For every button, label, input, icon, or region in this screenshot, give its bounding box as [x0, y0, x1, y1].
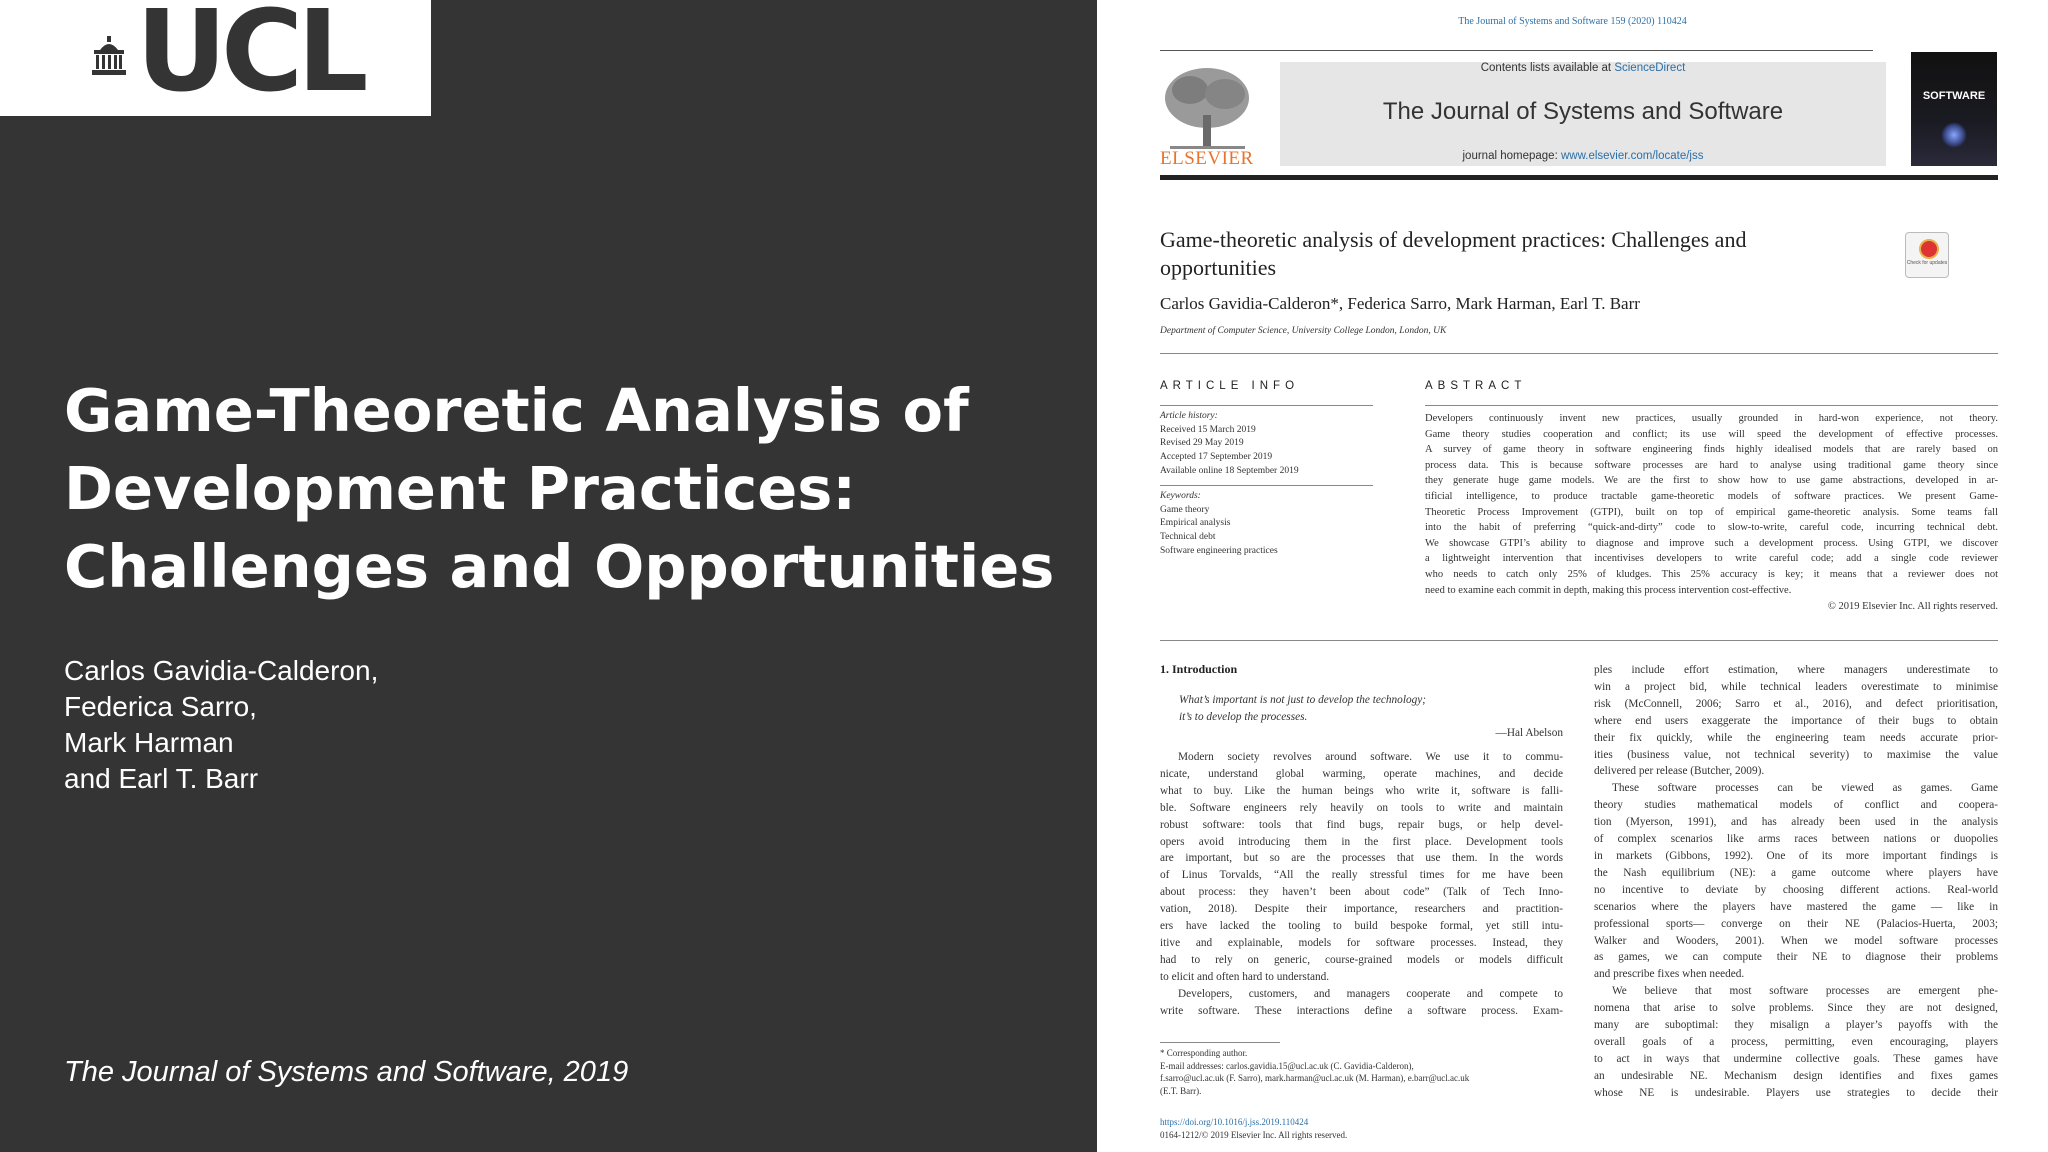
body-line: Modern society revolves around software. We use it to commu- [1178, 751, 1563, 763]
body-line: Developers, customers, and managers cooperate and compete to [1178, 987, 1563, 1000]
body-line: theory studies mathematical models of conflict and coopera- [1594, 799, 1998, 812]
footnote-rule [1160, 1042, 1280, 1043]
header-rule [1160, 50, 1873, 51]
footnote-line: * Corresponding author. [1160, 1048, 1248, 1058]
issn-line: 0164-1212/© 2019 Elsevier Inc. All rights reserved. [1160, 1130, 1348, 1140]
homepage-line [1280, 150, 1886, 162]
epigraph [1179, 692, 1426, 726]
footnote [1160, 1047, 1563, 1097]
abstract-line: Theoretic Process Improvement (GTPI), built on top of empirical game-theoretic analysis. Some teams fall [1425, 506, 1998, 518]
keyword-item: Empirical analysis [1160, 518, 1231, 529]
keyword-item: Game theory [1160, 504, 1210, 515]
body-line: an undesirable NE. Mechanism design identifies and fixes games [1594, 1069, 1998, 1082]
author-line: Federica Sarro, [64, 691, 257, 722]
body-line: of Linus Torvalds, “All the really stressful times for me have been [1160, 869, 1563, 882]
body-line: tion (Myerson, 1991), and has already been used in the analysis [1594, 816, 1998, 829]
doi-link[interactable]: https://doi.org/10.1016/j.jss.2019.110424 [1160, 1117, 1309, 1127]
epigraph-attribution: —Hal Abelson [1495, 727, 1563, 739]
abstract-line: A survey of game theory in software engineering finds highly idealised models that are rarely based on [1425, 444, 1998, 456]
paper-title-line: Game-theoretic analysis of development practices: Challenges and [1160, 227, 1747, 252]
slide-title-line: Development Practices: [64, 454, 856, 523]
cover-figure [1941, 122, 1967, 148]
body-line: vation, 2018). Despite their importance, researchers and practition- [1160, 903, 1563, 916]
body-line: their fix quickly, while the engineering team needs accurate prior- [1594, 731, 1998, 744]
footnote-line: E-mail addresses: carlos.gavidia.15@ucl.ac.uk (C. Gavidia-Calderon), [1160, 1060, 1414, 1071]
body-line: about process: they haven’t been about code” (Talk of Tech Inno- [1160, 886, 1563, 899]
epigraph-line: What’s important is not just to develop the technology; [1179, 694, 1427, 706]
keywords-label: Keywords: [1160, 491, 1201, 501]
body-line: delivered per release (Butcher, 2009). [1594, 765, 1765, 778]
body-left-column [1160, 749, 1563, 1020]
body-line: nicate, understand global warming, operate machines, and decide [1160, 767, 1563, 780]
body-line: robust software: tools that find bugs, repair bugs, or help devel- [1160, 818, 1563, 831]
cover-title: SOFTWARE [1922, 90, 1986, 102]
keywords-rule [1160, 485, 1373, 486]
body-line: had to rely on generic, course-grained models or models difficult [1160, 953, 1563, 966]
body-line: ities (business value, not technical severity) to maximise the value [1594, 748, 1998, 761]
keyword-item: Software engineering practices [1160, 545, 1278, 556]
abstract-line: who needs to catch only 25% of kludges. This 25% accuracy is key; it means that a reviewer does not [1425, 568, 1998, 580]
slide-title [64, 372, 1064, 606]
article-history [1160, 410, 1299, 479]
abstract-line: Game theory studies cooperation and conflict; its use will speed the development of effective processes. [1425, 428, 1998, 440]
ucl-wordmark: UCL [136, 0, 363, 117]
abstract-line: process data. This is because software processes are hard to analyse using traditional game theory since [1425, 459, 1998, 471]
body-line: ers have lacked the tooling to build bespoke formal, yet still intu- [1160, 920, 1563, 933]
body-line: We believe that most software processes are emergent phe- [1612, 985, 1998, 998]
body-line: to act in ways that undermine collective goals. These games have [1594, 1052, 1998, 1065]
body-line: in markets (Gibbons, 1992). One of its more important findings is [1594, 849, 1998, 862]
keyword-item: Technical debt [1160, 532, 1216, 543]
ucl-logo [0, 0, 431, 116]
history-item: Revised 29 May 2019 [1160, 438, 1244, 449]
footnote-line: f.sarro@ucl.ac.uk (F. Sarro), mark.harman@ucl.ac.uk (M. Harman), e.barr@ucl.ac.uk [1160, 1073, 1470, 1083]
body-line: scenarios where the players have mastered the game — like in [1594, 900, 1998, 913]
contents-line [1280, 62, 1886, 74]
sciencedirect-link[interactable]: ScienceDirect [1614, 62, 1686, 74]
body-line: itive and explainable, models for software processes. Instead, they [1160, 936, 1563, 949]
body-line: professional sports— converge on their NE (Palacios-Huerta, 2003; [1594, 917, 1998, 930]
body-line: where end users exaggerate the importance of their bugs to obtain [1594, 714, 1998, 727]
crossmark-badge[interactable] [1905, 232, 1949, 278]
publisher-name: ELSEVIER [1160, 148, 1254, 169]
body-line: to elicit and often hard to understand. [1160, 970, 1330, 983]
slide-authors [64, 653, 378, 797]
crossmark-label: Check for updates [1906, 260, 1948, 266]
history-item: Accepted 17 September 2019 [1160, 452, 1273, 463]
article-info-heading: ARTICLE INFO [1160, 380, 1300, 392]
abstract-line: into the habit of preferring “quick-and-dirty” code to slow-to-write, careful code, incurring technical debt. [1425, 522, 1998, 534]
contents-prefix: Contents lists available at [1480, 62, 1615, 74]
paper-authors: Carlos Gavidia-Calderon*, Federica Sarro, Mark Harman, Earl T. Barr [1160, 294, 1640, 313]
abstract-line: need to examine each commit in depth, making this process intervention cost-effective. [1425, 584, 1792, 596]
copyright: © 2019 Elsevier Inc. All rights reserved. [1827, 601, 1998, 612]
body-top-rule [1160, 640, 1998, 641]
body-right-column [1594, 662, 1998, 1102]
body-line: win a project bid, while technical leaders overestimate to minimise [1594, 680, 1998, 693]
crossmark-icon [1919, 239, 1939, 259]
section-heading-introduction: 1. Introduction [1160, 662, 1238, 676]
body-line: and prescribe fixes when needed. [1594, 968, 1745, 981]
abstract-body [1425, 411, 1998, 598]
body-line: risk (McConnell, 2006; Sarro et al., 2016), and defect prioritisation, [1594, 697, 1998, 710]
history-label: Article history: [1160, 411, 1218, 421]
history-item: Available online 18 September 2019 [1160, 465, 1299, 476]
body-line: ples include effort estimation, where managers underestimate to [1594, 664, 1998, 676]
abstract-line: a lightweight intervention that incentivises developers to write careful code; add a single code reviewer [1425, 553, 1998, 565]
author-line: and Earl T. Barr [64, 763, 259, 794]
history-item: Received 15 March 2019 [1160, 424, 1256, 435]
running-head: The Journal of Systems and Software 159 (2020) 110424 [1458, 16, 1687, 27]
slide-title-line: Game-Theoretic Analysis of [64, 376, 969, 445]
abstract-rule [1425, 405, 1998, 406]
body-line: as games, we can compute their NE to diagnose their problems [1594, 951, 1998, 964]
article-info-rule [1160, 405, 1373, 406]
info-top-rule [1160, 353, 1998, 354]
homepage-prefix: journal homepage: [1462, 150, 1561, 162]
abstract-line: We showcase GTPI’s ability to diagnose and improve such a development process. Using GTPI, we discover [1425, 537, 1998, 549]
body-line: ble. Software engineers rely heavily on tools to write and maintain [1160, 801, 1563, 814]
body-line: no incentive to deviate by choosing different actions. Real-world [1594, 883, 1998, 896]
body-line: of complex scenarios like arms races between nations or duopolies [1594, 833, 1998, 846]
abstract-line: they generate huge game models. We are the first to show how to use game abstractions, developed in ar- [1425, 475, 1998, 487]
body-line: many are suboptimal: they misalign a player’s payoffs with the [1594, 1019, 1998, 1032]
paper-title [1160, 226, 1880, 282]
abstract-line: Developers continuously invent new practices, usually grounded in hard-won experience, not theory. [1425, 413, 1998, 424]
author-line: Carlos Gavidia-Calderon, [64, 655, 379, 686]
body-line: overall goals of a process, permitting, even encouraging, players [1594, 1035, 1998, 1048]
journal-name: The Journal of Systems and Software [1382, 98, 1784, 125]
body-line: are important, but so are the processes that use them. In the words [1160, 852, 1563, 865]
footnote-line: (E.T. Barr). [1160, 1085, 1202, 1096]
body-line: Walker and Wooders, 2001). When we model software processes [1594, 934, 1998, 947]
body-line: what to buy. Like the human beings who write it, software is falli- [1160, 784, 1563, 797]
doi-block [1160, 1116, 1347, 1142]
paper-page [1097, 0, 2048, 1152]
abstract-heading: ABSTRACT [1425, 380, 1527, 392]
affiliation: Department of Computer Science, University College London, London, UK [1160, 326, 1447, 336]
portico-icon [92, 36, 126, 76]
body-line: nomena that arise to solve problems. Since they are not designed, [1594, 1002, 1998, 1015]
body-line: write software. These interactions define a software process. Exam- [1160, 1004, 1563, 1017]
epigraph-line: it’s to develop the processes. [1179, 711, 1308, 723]
body-line: the Nash equilibrium (NE): a game outcome where players have [1594, 866, 1998, 879]
paper-title-line: opportunities [1160, 255, 1277, 280]
abstract-line: tificial intelligence, to produce tractable game-theoretic models of software practices. We present Game- [1425, 490, 1998, 502]
homepage-link[interactable]: www.elsevier.com/locate/jss [1560, 150, 1704, 162]
author-line: Mark Harman [64, 727, 234, 758]
masthead-rule [1160, 175, 1998, 180]
slide-citation: The Journal of Systems and Software, 2019 [64, 1056, 629, 1088]
keywords [1160, 490, 1278, 559]
body-line: whose NE is undesirable. Players use strategies to decide their [1594, 1086, 1998, 1099]
journal-cover [1911, 52, 1997, 166]
body-line: opers avoid introducing them in the first place. Development tools [1160, 835, 1563, 848]
body-line: These software processes can be viewed as games. Game [1612, 782, 1998, 795]
slide-title-line: Challenges and Opportunities [64, 532, 1055, 601]
